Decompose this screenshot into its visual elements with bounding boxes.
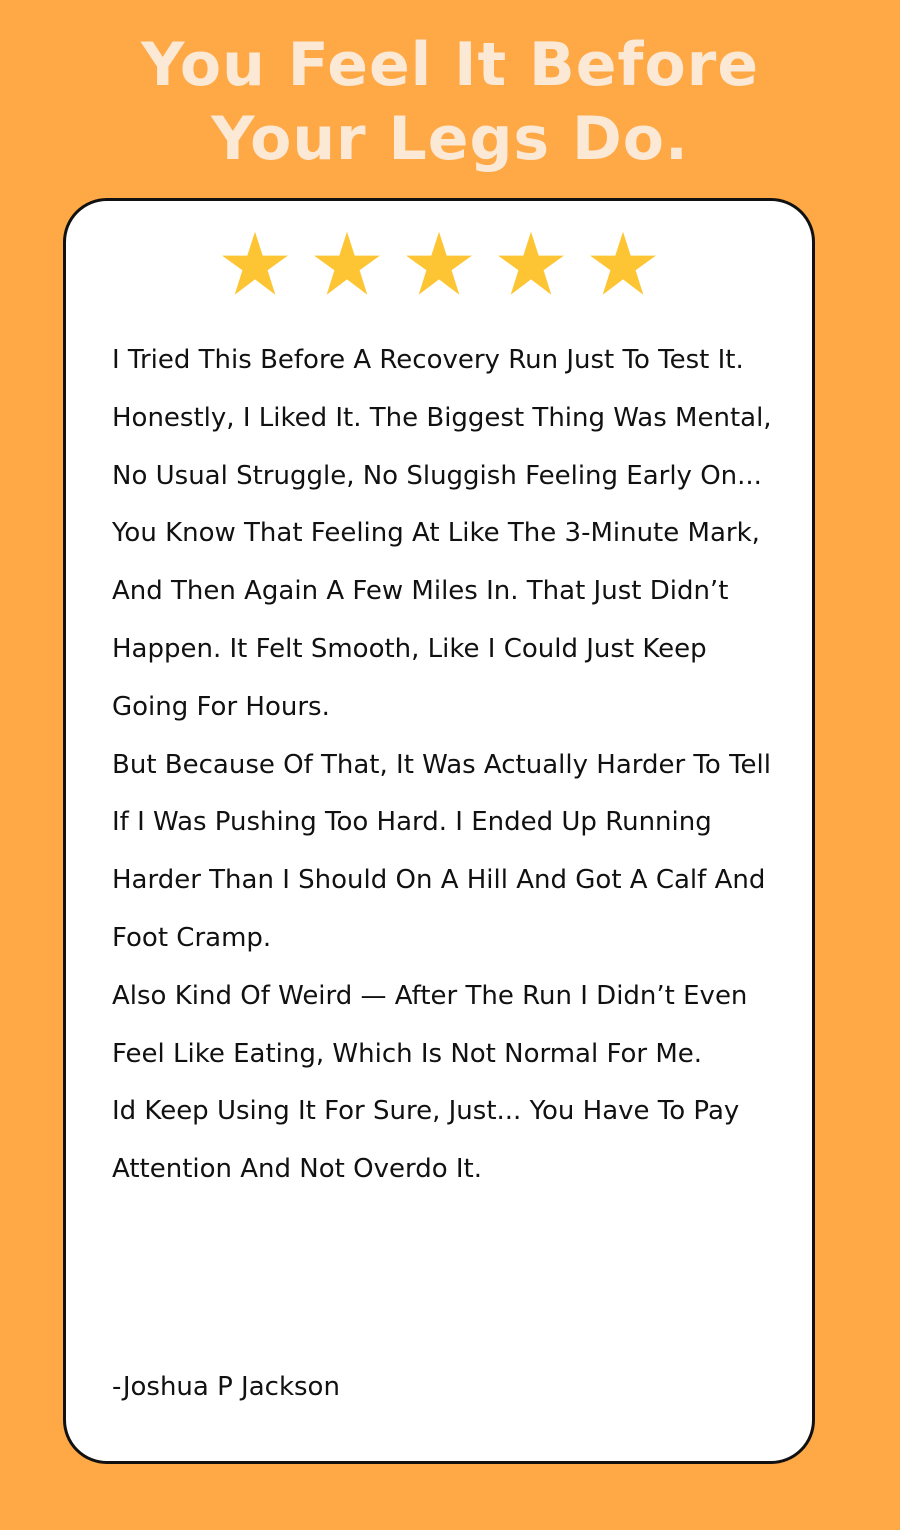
review-text	[112, 332, 772, 1199]
star-icon	[404, 229, 474, 299]
star-rating	[66, 229, 812, 299]
review-card	[63, 198, 815, 1464]
star-icon	[588, 229, 658, 299]
review-paragraph: Id Keep Using It For Sure, Just... You Have To Pay Attention And Not Overdo It.	[112, 1096, 740, 1185]
star-icon	[220, 229, 290, 299]
star-icon	[496, 229, 566, 299]
review-paragraph: Also Kind Of Weird — After The Run I Didn’t Even Feel Like Eating, Which Is Not Normal For Me.	[112, 980, 748, 1069]
star-icon	[312, 229, 382, 299]
headline	[0, 28, 900, 176]
review-author: -Joshua P Jackson	[112, 1372, 340, 1402]
review-paragraph: I Tried This Before A Recovery Run Just To Test It.	[112, 345, 744, 375]
review-paragraph: But Because Of That, It Was Actually Harder To Tell If I Was Pushing Too Hard. I Ended Up Running Harder Than I Should On A Hill And Got A Calf And Foot Cramp.	[112, 749, 771, 953]
headline-line-1: You Feel It Before	[140, 30, 760, 100]
review-paragraph: Honestly, I Liked It. The Biggest Thing Was Mental, No Usual Struggle, No Sluggish Feeling Early On... You Know That Feeling At Like The 3-Minute Mark, And Then Again A Few Miles In. That Just Didn’t Happen. It Felt Smooth, Like I Could Just Keep Going For Hours.	[112, 402, 772, 722]
headline-line-2: Your Legs Do.	[211, 104, 689, 174]
